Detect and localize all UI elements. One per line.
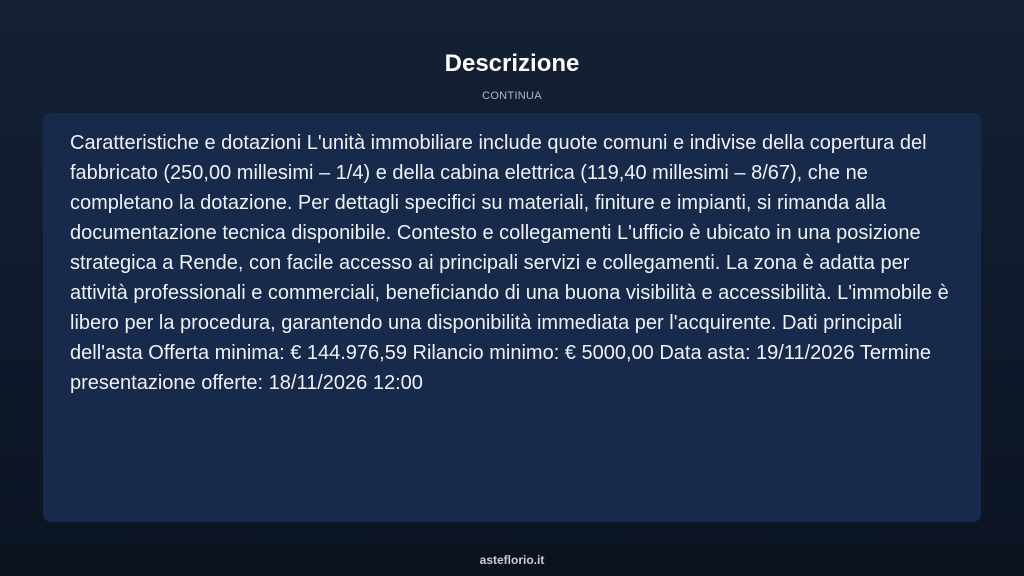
description-text: Caratteristiche e dotazioni L'unità immobiliare include quote comuni e indivise della copertura del fabbricato (250,00 millesimi – 1/4) e della cabina elettrica (119,40 millesimi – 8/67), che ne completano la dotazione. Per dettagli specifici su materiali, finiture e impianti, si rimanda alla documentazione tecnica disponibile. Contesto e collegamenti L'ufficio è ubicato in una posizione strategica a Rende, con facile accesso ai principali servizi e collegamenti. La zona è adatta per attività professionali e commerciali, beneficiando di una buona visibilità e accessibilità. L'immobile è libero per la procedura, garantendo una disponibilità immediata per l'acquirente. Dati principali dell'asta Offerta minima: € 144.976,59 Rilancio minimo: € 5000,00 Data asta: 19/11/2026 Termine presentazione offerte: 18/11/2026 12:00 [70, 132, 949, 394]
page-subtitle: CONTINUA [482, 90, 542, 102]
page-title: Descrizione [444, 50, 580, 77]
footer-bar [0, 544, 1024, 576]
description-card [43, 113, 981, 522]
footer-domain: asteflorio.it [479, 553, 545, 567]
